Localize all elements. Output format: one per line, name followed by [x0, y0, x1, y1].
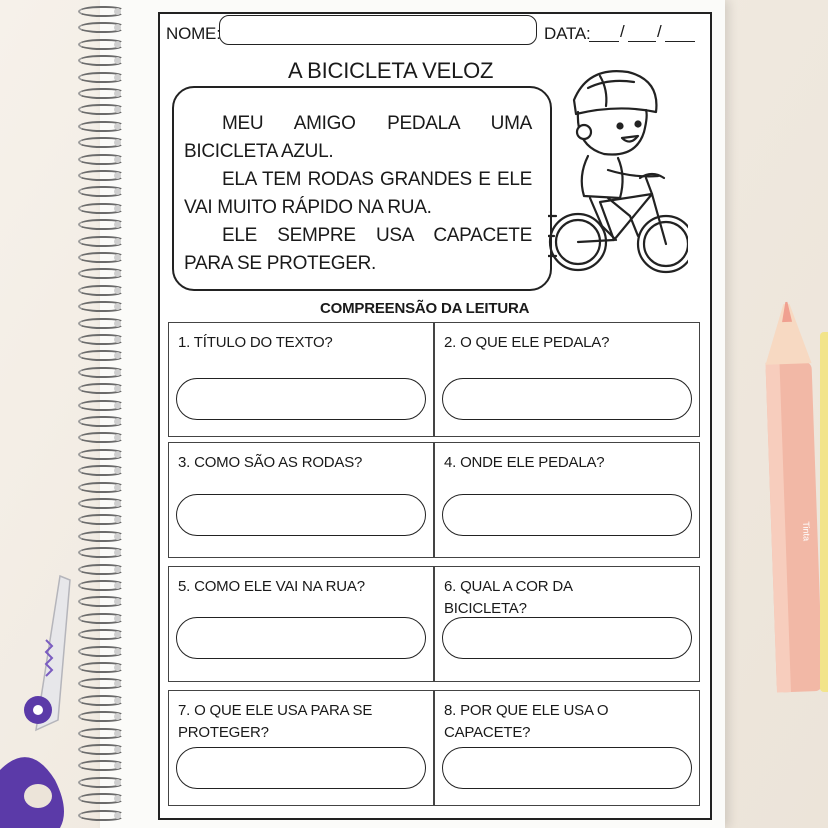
answer-field[interactable]	[442, 617, 692, 659]
answer-field[interactable]	[442, 494, 692, 536]
punch-hole	[114, 90, 121, 97]
question-label: 1. TÍTULO DO TEXTO?	[178, 334, 333, 351]
pencil-image	[748, 292, 828, 712]
punch-hole	[114, 664, 121, 671]
answer-field[interactable]	[176, 494, 426, 536]
punch-hole	[114, 484, 121, 491]
punch-hole	[114, 533, 121, 540]
story-title: A BICICLETA VELOZ	[288, 58, 494, 83]
punch-hole	[114, 41, 121, 48]
punch-hole	[114, 566, 121, 573]
punch-hole	[114, 697, 121, 704]
punch-hole	[114, 336, 121, 343]
punch-hole	[114, 8, 121, 15]
date-separator: /	[620, 22, 625, 41]
date-month-line[interactable]	[628, 41, 656, 42]
name-field[interactable]	[219, 15, 537, 45]
punch-hole	[114, 402, 121, 409]
section-title: COMPREENSÃO DA LEITURA	[320, 300, 530, 317]
date-day-line[interactable]	[589, 41, 619, 42]
question-label: 7. O QUE ELE USA PARA SE PROTEGER?	[178, 702, 373, 741]
punch-hole	[114, 254, 121, 261]
punch-hole	[114, 205, 121, 212]
pencil-brand: Tinta	[801, 521, 812, 542]
date-label: DATA:	[544, 24, 591, 43]
punch-hole	[114, 238, 121, 245]
date-year-line[interactable]	[665, 41, 695, 42]
punch-hole	[114, 172, 121, 179]
punch-hole	[114, 369, 121, 376]
punch-hole	[114, 74, 121, 81]
punch-hole	[114, 730, 121, 737]
punch-hole	[114, 320, 121, 327]
punch-hole	[114, 615, 121, 622]
story-paragraph: ELA TEM RODAS GRANDES E ELE VAI MUITO RÁPIDO NA RUA.	[184, 169, 532, 218]
spiral-binding	[78, 6, 128, 828]
question-label: 3. COMO SÃO AS RODAS?	[178, 454, 363, 471]
answer-field[interactable]	[176, 378, 426, 420]
answer-field[interactable]	[442, 378, 692, 420]
story-paragraph: MEU AMIGO PEDALA UMA BICICLETA AZUL.	[184, 113, 532, 162]
punch-hole	[114, 156, 121, 163]
punch-hole	[114, 500, 121, 507]
question-label: 8. POR QUE ELE USA O CAPACETE?	[444, 702, 609, 741]
answer-field[interactable]	[442, 747, 692, 789]
story-paragraph: ELE SEMPRE USA CAPACETE PARA SE PROTEGER.	[184, 225, 532, 274]
question-label: 6. QUAL A COR DA BICICLETA?	[444, 578, 572, 617]
name-label: NOME:	[166, 24, 221, 43]
story-text	[184, 110, 532, 278]
punch-hole	[114, 123, 121, 130]
date-separator: /	[657, 22, 662, 41]
punch-hole	[114, 648, 121, 655]
answer-field[interactable]	[176, 747, 426, 789]
scissors-image	[0, 570, 90, 828]
question-label: 4. ONDE ELE PEDALA?	[444, 454, 605, 471]
boy-on-bicycle-illustration	[548, 66, 688, 286]
punch-hole	[114, 582, 121, 589]
question-label: 2. O QUE ELE PEDALA?	[444, 334, 610, 351]
punch-hole	[114, 451, 121, 458]
punch-hole	[114, 812, 121, 819]
punch-hole	[114, 746, 121, 753]
punch-hole	[114, 418, 121, 425]
question-label: 5. COMO ELE VAI NA RUA?	[178, 578, 365, 595]
punch-hole	[114, 779, 121, 786]
punch-hole	[114, 287, 121, 294]
answer-field[interactable]	[176, 617, 426, 659]
